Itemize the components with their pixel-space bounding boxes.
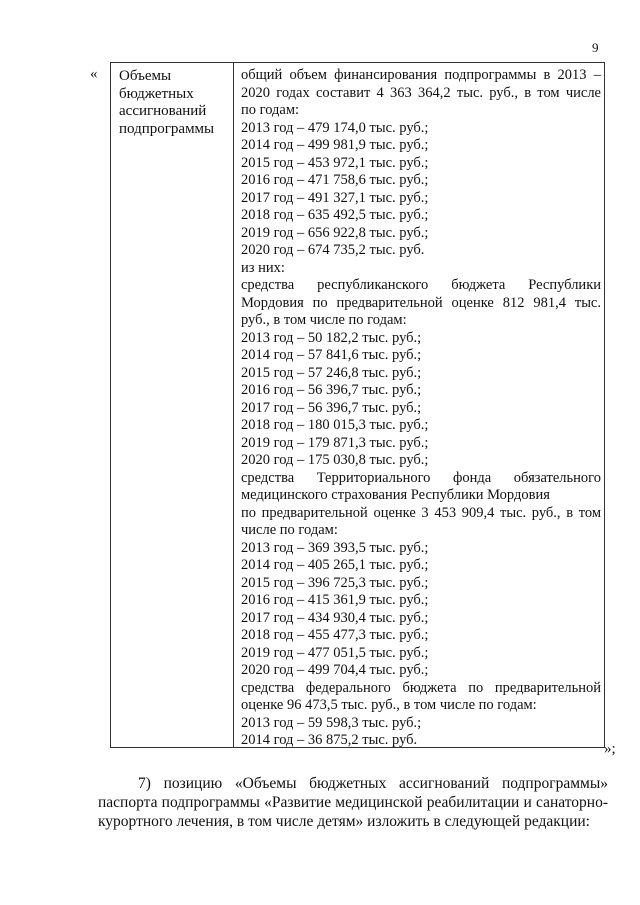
right-cell-line: 2016 год – 56 396,7 тыс. руб.;	[241, 382, 422, 398]
right-cell-line: 2016 год – 415 361,9 тыс. руб.;	[241, 592, 429, 608]
right-cell-line: медицинского страхования Республики Мордовия	[241, 487, 550, 503]
right-cell-line: средства Территориального фонда обязательного	[241, 469, 601, 486]
paragraph-line: курортного лечения, в том числе детям» изложить в следующей редакции:	[98, 813, 590, 830]
right-cell-line: 2016 год – 471 758,6 тыс. руб.;	[241, 172, 429, 188]
left-cell-line: Объемы	[119, 68, 172, 84]
paragraph-line: паспорта подпрограммы «Развитие медицинской реабилитации и санаторно-	[98, 794, 608, 811]
right-cell-line: 2019 год – 179 871,3 тыс. руб.;	[241, 434, 429, 451]
right-cell-line: 2017 год – 56 396,7 тыс. руб.;	[241, 399, 422, 416]
right-cell-line: 2013 год – 479 174,0 тыс. руб.;	[241, 119, 429, 136]
right-cell-line: 2018 год – 455 477,3 тыс. руб.;	[241, 627, 429, 643]
right-cell-line: 2017 год – 434 930,4 тыс. руб.;	[241, 609, 429, 626]
left-cell-line: бюджетных	[119, 85, 194, 102]
right-cell-line: 2020 год – 499 704,4 тыс. руб.;	[241, 662, 429, 678]
right-cell-line: 2015 год – 396 725,3 тыс. руб.;	[241, 574, 429, 591]
right-cell-line: общий объем финансирования подпрограммы в 2013 –	[241, 67, 601, 83]
column-divider	[233, 63, 234, 747]
right-cell-line: по предварительной оценке 3 453 909,4 тыс. руб., в том	[241, 504, 601, 521]
right-cell-line: 2014 год – 57 841,6 тыс. руб.;	[241, 347, 422, 363]
right-cell-line: 2019 год – 656 922,8 тыс. руб.;	[241, 224, 429, 241]
right-cell-line: средства республиканского бюджета Республики	[241, 277, 601, 293]
right-cell-line: числе по годам:	[241, 522, 338, 538]
right-cell-line: 2015 год – 453 972,1 тыс. руб.;	[241, 154, 429, 171]
right-cell-line: 2018 год – 635 492,5 тыс. руб.;	[241, 207, 429, 223]
right-cell-line: 2015 год – 57 246,8 тыс. руб.;	[241, 364, 422, 381]
right-cell-line: 2020 год – 175 030,8 тыс. руб.;	[241, 452, 429, 468]
right-cell-line: Мордовия по предварительной оценке 812 981,4 тыс.	[241, 294, 601, 311]
right-cell-line: оценке 96 473,5 тыс. руб., в том числе по годам:	[241, 697, 537, 713]
budget-table	[110, 62, 605, 748]
right-cell-line: 2014 год – 36 875,2 тыс. руб.	[241, 732, 418, 748]
page-number: 9	[592, 40, 599, 55]
right-cell-line: 2018 год – 180 015,3 тыс. руб.;	[241, 417, 429, 433]
right-cell-line: по годам:	[241, 102, 300, 118]
left-cell	[119, 68, 227, 138]
right-cell-line: 2017 год – 491 327,1 тыс. руб.;	[241, 189, 429, 206]
right-cell-line: 2013 год – 50 182,2 тыс. руб.;	[241, 329, 422, 346]
right-cell-line: 2013 год – 369 393,5 тыс. руб.;	[241, 539, 429, 556]
right-cell	[241, 67, 601, 750]
right-cell-line: 2019 год – 477 051,5 тыс. руб.;	[241, 644, 429, 661]
open-quote: «	[90, 66, 98, 82]
paragraph-line: 7) позицию «Объемы бюджетных ассигнований подпрограммы»	[138, 775, 608, 792]
close-quote: »;	[604, 741, 616, 757]
body-paragraph	[98, 774, 608, 831]
right-cell-line: 2020 годах составит 4 363 364,2 тыс. руб., в том числе	[241, 84, 601, 101]
right-cell-line: из них:	[241, 259, 285, 276]
right-cell-line: 2014 год – 499 981,9 тыс. руб.;	[241, 137, 429, 153]
right-cell-line: руб., в том числе по годам:	[241, 312, 407, 328]
right-cell-line: 2013 год – 59 598,3 тыс. руб.;	[241, 714, 422, 731]
right-cell-line: 2014 год – 405 265,1 тыс. руб.;	[241, 557, 429, 573]
left-cell-line: подпрограммы	[119, 120, 215, 137]
left-cell-line: ассигнований	[119, 103, 207, 119]
right-cell-line: средства федерального бюджета по предварительной	[241, 679, 601, 696]
right-cell-line: 2020 год – 674 735,2 тыс. руб.	[241, 242, 425, 258]
